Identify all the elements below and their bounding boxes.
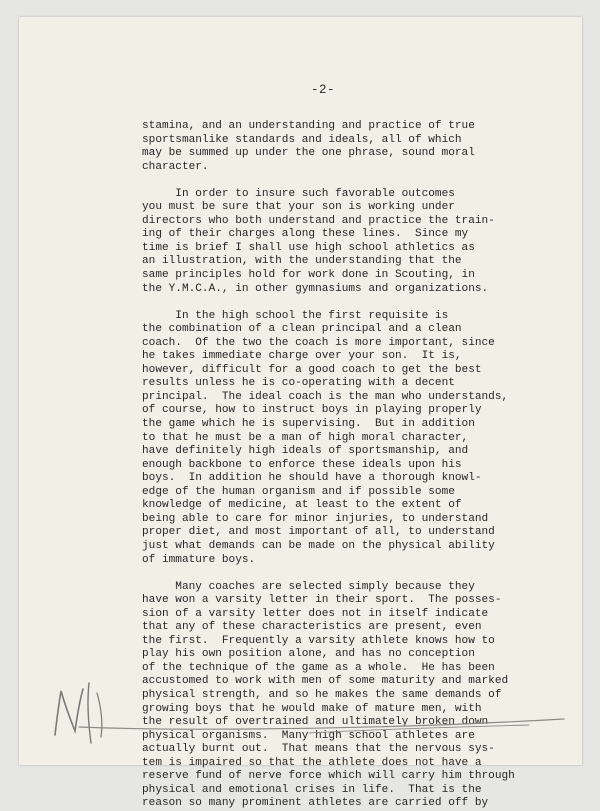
text-line: enough backbone to enforce these ideals upon his (142, 458, 462, 471)
text-line: physical strength, and so he makes the same demands of (142, 688, 502, 701)
text-line: play his own position alone, and has no conception (142, 648, 475, 661)
text-line: In the high school the first requisite is (142, 309, 449, 322)
body-text (142, 120, 542, 811)
paragraph-gap (142, 174, 542, 188)
text-line: he takes immediate charge over your son. It is, (142, 350, 462, 363)
paragraph-1 (142, 120, 542, 174)
text-line: of the technique of the game as a whole. He has been (142, 661, 495, 674)
text-line: that any of these characteristics are present, even (142, 621, 482, 634)
text-line: may be summed up under the one phrase, sound moral (142, 147, 475, 160)
text-line: just what demands can be made on the physical ability (142, 539, 495, 552)
text-line: of course, how to instruct boys in playing properly (142, 404, 482, 417)
paragraph-2 (142, 188, 542, 296)
text-line: have definitely high ideals of sportsmanship, and (142, 445, 469, 458)
text-line: In order to insure such favorable outcomes (142, 187, 455, 200)
text-line: reserve fund of nerve force which will carry him through (142, 770, 515, 783)
text-line: you must be sure that your son is working under (142, 201, 455, 214)
text-line: sportsmanlike standards and ideals, all of which (142, 133, 462, 146)
text-line: same principles hold for work done in Scouting, in (142, 269, 475, 282)
text-line: knowledge of medicine, at least to the extent of (142, 499, 462, 512)
text-line: results unless he is co-operating with a decent (142, 377, 455, 390)
text-line: tem is impaired so that the athlete does not have a (142, 756, 482, 769)
paragraph-gap (142, 567, 542, 581)
text-line: directors who both understand and practice the train- (142, 214, 495, 227)
pencil-underline-mark (59, 717, 579, 747)
text-line: an illustration, with the understanding that the (142, 255, 462, 268)
text-line: however, difficult for a good coach to get the best (142, 363, 482, 376)
text-line: physical and emotional crises in life. That is the (142, 783, 482, 796)
text-line: growing boys that he would make of mature men, with (142, 702, 482, 715)
text-line: boys. In addition he should have a thorough knowl- (142, 472, 482, 485)
text-line: of immature boys. (142, 553, 256, 566)
document-page (19, 17, 582, 810)
text-line: coach. Of the two the coach is more important, since (142, 336, 495, 349)
text-line: principal. The ideal coach is the man who understands, (142, 390, 509, 403)
text-line: time is brief I shall use high school athletics as (142, 241, 475, 254)
paragraph-gap (142, 296, 542, 310)
text-line: have won a varsity letter in their sport. The posses- (142, 594, 502, 607)
text-line: to that he must be a man of high moral character, (142, 431, 469, 444)
text-line: accustomed to work with men of some maturity and marked (142, 675, 509, 688)
text-line: reason so many prominent athletes are carried off by (142, 797, 489, 810)
text-line: the first. Frequently a varsity athlete knows how to (142, 634, 495, 647)
text-line: Many coaches are selected simply because they (142, 580, 475, 593)
text-line: edge of the human organism and if possible some (142, 485, 455, 498)
paragraph-3 (142, 310, 542, 567)
text-line: the Y.M.C.A., in other gymnasiums and organizations. (142, 282, 489, 295)
text-line: character. (142, 160, 209, 173)
page-number: -2- (311, 83, 336, 97)
text-line: proper diet, and most important of all, to understand (142, 526, 495, 539)
text-line: the result of overtrained and ultimately broken down (142, 716, 489, 729)
text-line: the combination of a clean principal and a clean (142, 323, 462, 336)
text-line: ing of their charges along these lines. Since my (142, 228, 469, 241)
text-line: actually burnt out. That means that the nervous sys- (142, 743, 495, 756)
paragraph-4 (142, 581, 542, 811)
text-line: being able to care for minor injuries, to understand (142, 512, 489, 525)
text-line: sion of a varsity letter does not in itself indicate (142, 607, 489, 620)
text-line: physical organisms. Many high school athletes are (142, 729, 475, 742)
text-line: the game which he is supervising. But in addition (142, 418, 475, 431)
text-line: stamina, and an understanding and practice of true (142, 120, 475, 132)
